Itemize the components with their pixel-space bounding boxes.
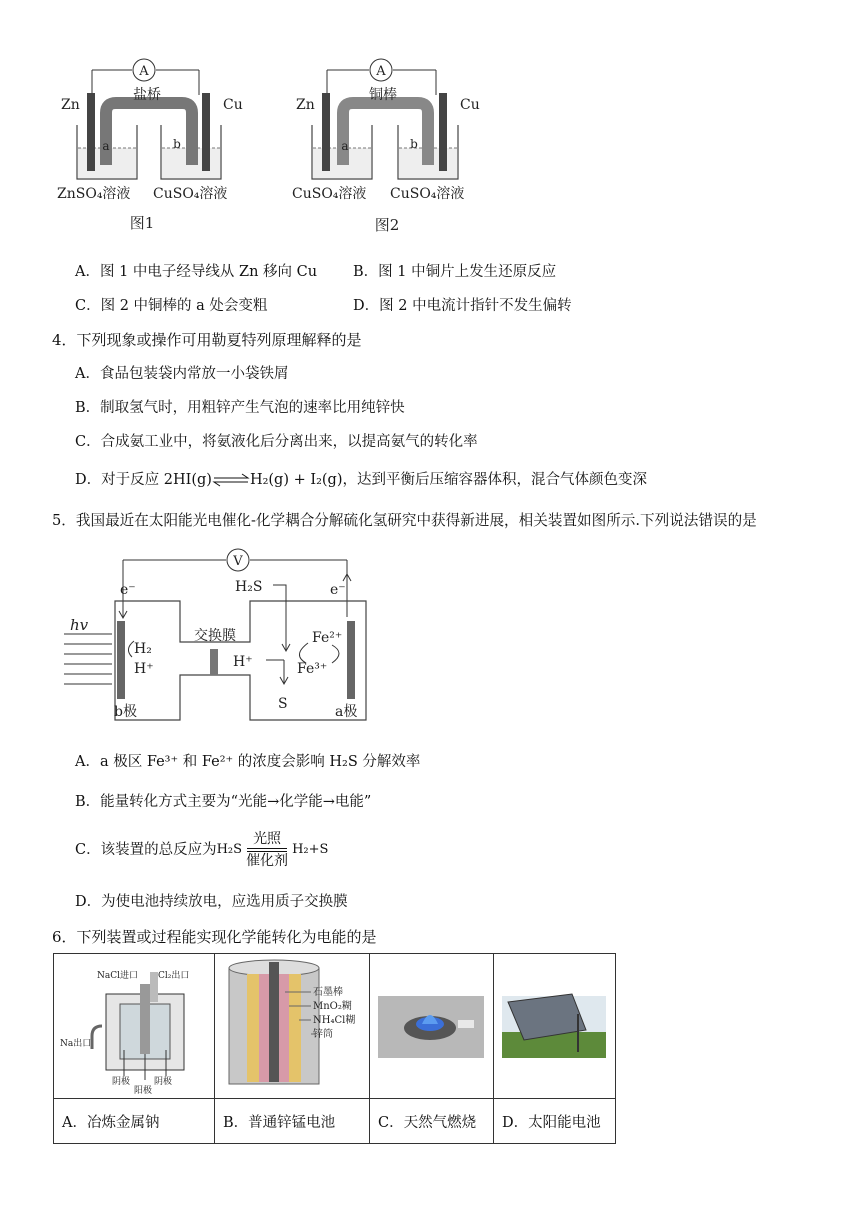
graphite-rod-label: 石墨棒 <box>313 987 343 998</box>
figure-2-caption: 图2 <box>374 216 400 234</box>
anode-label: 阳极 <box>134 1086 153 1094</box>
light-hv-label: hv <box>70 616 89 634</box>
h2s-label: H₂S <box>235 579 263 595</box>
q5-c-prefix: C．该装置的总反应为 <box>75 842 217 858</box>
zinc-manganese-battery-illustration <box>215 954 369 1094</box>
q6-image-d <box>494 954 616 1099</box>
point-b-label: b <box>410 137 418 151</box>
electron-right-label: e⁻ <box>330 582 346 598</box>
q6-caption-b: B．普通锌锰电池 <box>215 1099 370 1144</box>
q4-d-suffix: ，达到平衡后压缩容器体积，混合气体颜色变深 <box>342 472 647 488</box>
reaction-condition <box>246 830 288 870</box>
zn-label: Zn <box>61 97 80 113</box>
q6-image-b <box>215 954 370 1099</box>
b-pole-label: b极 <box>114 704 137 720</box>
q6-options-table <box>53 953 616 1144</box>
q6-caption-d: D．太阳能电池 <box>494 1099 616 1144</box>
cu-label: Cu <box>460 97 480 113</box>
q5-photoelectrochemical-device-diagram <box>60 545 380 725</box>
cathode-right-label: 阴极 <box>154 1077 173 1087</box>
na-outlet-label: Na出口 <box>60 1039 92 1049</box>
q5-option-b: B．能量转化方式主要为“光能→化学能→电能” <box>75 794 372 810</box>
zinc-can-label: 锌筒 <box>313 1029 333 1040</box>
cl2-outlet-label: Cl₂出口 <box>158 971 190 981</box>
q6-image-c <box>370 954 494 1099</box>
voltmeter-label: V <box>233 554 243 569</box>
figure-1-salt-bridge-cell <box>55 55 255 240</box>
q5-c-reactant: H₂S <box>216 842 243 857</box>
point-b-label: b <box>173 137 181 151</box>
q4-option-c: C．合成氨工业中，将氨液化后分离出来，以提高氨气的转化率 <box>75 434 478 450</box>
electrolysis-cell-illustration <box>54 954 214 1094</box>
equilibrium-arrow-icon <box>212 473 250 487</box>
ammeter-label: A <box>376 64 386 79</box>
q3-option-c: C．图 2 中铜棒的 a 处会变粗 <box>75 298 268 314</box>
point-a-label: a <box>341 139 349 153</box>
condition-below: 催化剂 <box>246 853 289 869</box>
q4-option-b: B．制取氢气时，用粗锌产生气泡的速率比用纯锌快 <box>75 400 405 416</box>
figure-1-caption: 图1 <box>129 214 155 232</box>
left-solution-label: CuSO₄溶液 <box>292 186 367 202</box>
q6-image-a <box>54 954 215 1099</box>
q5-option-a: A．a 极区 Fe³⁺ 和 Fe²⁺ 的浓度会影响 H₂S 分解效率 <box>75 754 421 770</box>
nacl-inlet-label: NaCl进口 <box>97 971 139 981</box>
right-solution-label: CuSO₄溶液 <box>153 186 228 202</box>
solar-panel-illustration <box>494 954 615 1094</box>
zn-label: Zn <box>296 97 315 113</box>
salt-bridge-label: 盐桥 <box>133 87 161 103</box>
cathode-left-label: 阴极 <box>112 1077 131 1087</box>
mno2-paste-label: MnO₂糊 <box>313 1001 352 1012</box>
q3-option-d: D．图 2 中电流计指针不发生偏转 <box>353 298 572 314</box>
a-pole-label: a极 <box>335 704 358 720</box>
left-solution-label: ZnSO₄溶液 <box>57 186 131 202</box>
condition-above: 光照 <box>253 831 282 847</box>
q5-stem: 5．我国最近在太阳能光电催化-化学耦合分解硫化氢研究中获得新进展，相关装置如图所示.下列说法错误的是 <box>52 512 757 529</box>
copper-rod-label: 铜棒 <box>369 87 397 103</box>
q4-stem: 4．下列现象或操作可用勒夏特列原理解释的是 <box>52 331 362 349</box>
q5-c-product: H₂+S <box>292 842 329 857</box>
q4-d-equation: H₂(g) + I₂(g) <box>249 472 343 488</box>
h-plus-right-label: H⁺ <box>233 654 253 670</box>
sulfur-label: S <box>278 696 288 712</box>
h2-label: H₂ <box>134 641 152 657</box>
q5-option-c <box>75 828 328 872</box>
q4-option-d <box>75 470 647 490</box>
ammeter-label: A <box>139 64 149 79</box>
fe2-label: Fe²⁺ <box>312 630 343 646</box>
q4-option-a: A．食品包装袋内常放一小袋铁屑 <box>75 366 289 382</box>
q6-caption-a: A．冶炼金属钠 <box>54 1099 215 1144</box>
figure-2-copper-rod-cell <box>290 55 490 240</box>
electron-left-label: e⁻ <box>120 582 136 598</box>
membrane-label: 交换膜 <box>194 628 236 644</box>
point-a-label: a <box>102 139 110 153</box>
cu-label: Cu <box>223 97 243 113</box>
q4-d-prefix: D．对于反应 2HI(g) <box>75 472 212 488</box>
q3-option-a: A．图 1 中电子经导线从 Zn 移向 Cu <box>75 264 318 280</box>
right-solution-label: CuSO₄溶液 <box>390 186 465 202</box>
q3-option-b: B．图 1 中铜片上发生还原反应 <box>353 264 557 280</box>
gas-stove-flame-illustration <box>370 954 493 1094</box>
q6-caption-c: C．天然气燃烧 <box>370 1099 494 1144</box>
q5-option-d: D．为使电池持续放电，应选用质子交换膜 <box>75 894 348 910</box>
fe3-label: Fe³⁺ <box>297 661 328 677</box>
h-plus-left-label: H⁺ <box>134 661 154 677</box>
q6-stem: 6．下列装置或过程能实现化学能转化为电能的是 <box>52 928 377 946</box>
nh4cl-paste-label: NH₄Cl糊 <box>313 1015 356 1026</box>
